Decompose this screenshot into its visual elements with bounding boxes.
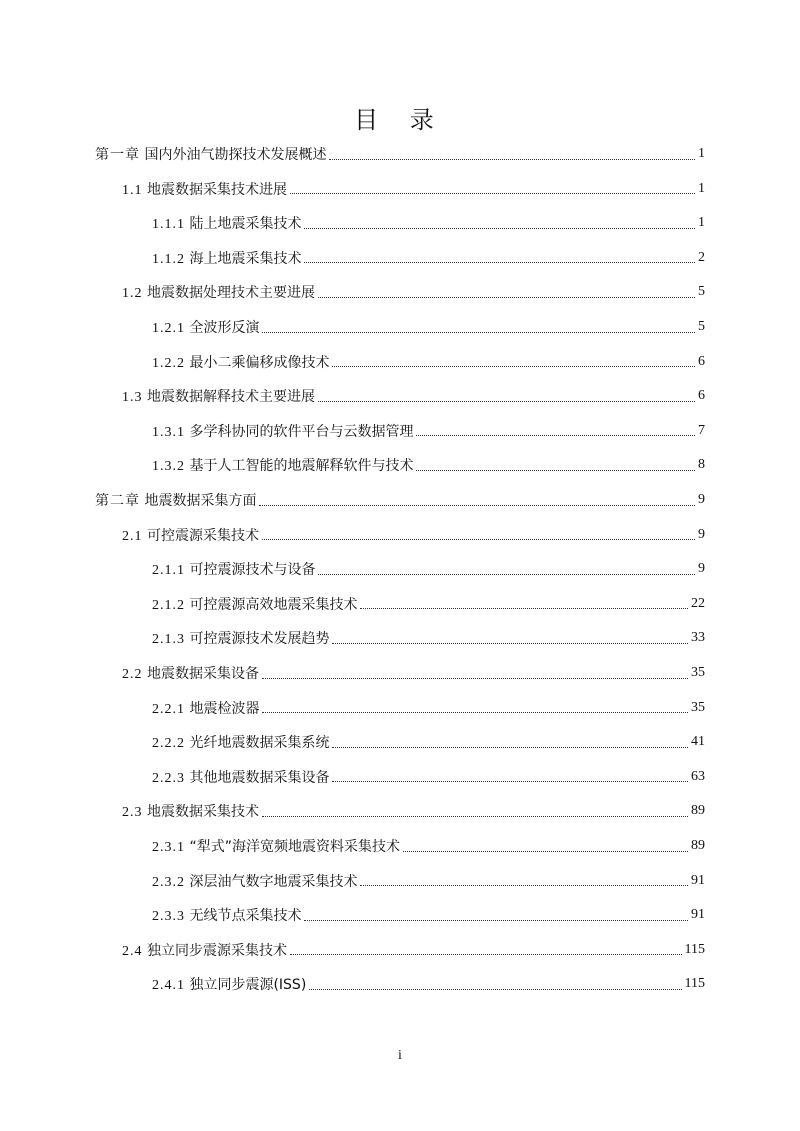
dot-leader bbox=[309, 989, 681, 990]
toc-entry-number: 2.4 bbox=[122, 943, 143, 959]
toc-entry[interactable] bbox=[152, 344, 705, 380]
toc-entry-number: 1.1.1 bbox=[152, 217, 185, 233]
toc-entry-number: 第一章 bbox=[95, 148, 140, 163]
toc-entry-page-number: 41 bbox=[691, 734, 705, 750]
toc-entry-page-number: 115 bbox=[684, 941, 705, 957]
page-number: i bbox=[398, 1048, 402, 1063]
toc-entry[interactable] bbox=[122, 655, 705, 691]
toc-entry-text: 国内外油气勘探技术发展概述 bbox=[144, 147, 327, 163]
toc-entry-title bbox=[122, 525, 259, 545]
toc-entry-text: 最小二乘偏移成像技术 bbox=[189, 354, 330, 371]
dot-leader bbox=[262, 678, 688, 679]
toc-entry[interactable] bbox=[152, 240, 705, 276]
toc-entry-text: 可控震源技术发展趋势 bbox=[189, 631, 330, 648]
dot-leader bbox=[262, 332, 695, 333]
toc-entry-page-number: 91 bbox=[691, 907, 705, 923]
toc-entry-title bbox=[152, 421, 413, 441]
toc-entry-page-number: 6 bbox=[698, 353, 705, 369]
toc-entry[interactable] bbox=[152, 966, 705, 1002]
toc-entry-number: 2.4.1 bbox=[152, 978, 185, 994]
toc-entry-title bbox=[122, 179, 287, 199]
toc-entry[interactable] bbox=[122, 274, 705, 310]
dot-leader bbox=[262, 816, 688, 817]
toc-entry-page-number: 9 bbox=[698, 526, 705, 542]
toc-entry-page-number: 8 bbox=[698, 457, 705, 473]
dot-leader bbox=[304, 262, 695, 263]
toc-entry[interactable] bbox=[152, 586, 705, 622]
toc-entry[interactable] bbox=[95, 482, 705, 518]
dot-leader bbox=[304, 920, 688, 921]
toc-entry-number: 1.3.2 bbox=[152, 459, 185, 475]
toc-entry-text: 多学科协同的软件平台与云数据管理 bbox=[189, 423, 414, 440]
toc-entry[interactable] bbox=[152, 309, 705, 345]
dot-leader bbox=[332, 747, 688, 748]
toc-entry-page-number: 2 bbox=[698, 249, 705, 265]
toc-entry-title bbox=[152, 836, 400, 856]
toc-entry-text: 全波形反演 bbox=[189, 320, 260, 336]
dot-leader bbox=[416, 470, 695, 471]
toc-entry-page-number: 115 bbox=[684, 976, 705, 992]
toc-entry-page-number: 89 bbox=[691, 803, 705, 819]
toc-entry-page-number: 1 bbox=[698, 180, 705, 196]
toc-entry-number: 2.1 bbox=[122, 528, 143, 544]
dot-leader bbox=[360, 885, 688, 886]
page-title: 目 录 bbox=[354, 106, 446, 134]
toc-entry-number: 2.1.3 bbox=[152, 632, 185, 648]
toc-entry[interactable] bbox=[122, 378, 705, 414]
toc-entry-title bbox=[152, 732, 329, 752]
toc-entry-title bbox=[95, 490, 256, 510]
toc-entry-page-number: 1 bbox=[698, 215, 705, 231]
toc-entry-page-number: 35 bbox=[691, 665, 705, 680]
dot-leader bbox=[360, 608, 688, 609]
toc-entry[interactable] bbox=[152, 447, 705, 483]
toc-entry-title bbox=[152, 698, 259, 718]
toc-entry-text: 海上地震采集技术 bbox=[189, 250, 302, 267]
toc-entry-text: 可控震源高效地震采集技术 bbox=[189, 596, 358, 613]
toc-entry-page-number: 1 bbox=[698, 146, 705, 161]
toc-entry-page-number: 89 bbox=[691, 838, 705, 853]
toc-entry-title bbox=[152, 559, 315, 579]
toc-entry-text: 其他地震数据采集设备 bbox=[189, 769, 330, 786]
toc-entry-text: “犁式”海洋宽频地震资料采集技术 bbox=[189, 839, 400, 855]
toc-entry-number: 1.3.1 bbox=[152, 424, 185, 440]
toc-entry[interactable] bbox=[152, 413, 705, 449]
toc-entry-text: 地震数据采集技术 bbox=[146, 804, 259, 821]
toc-entry-number: 1.2 bbox=[122, 286, 143, 302]
toc-entry[interactable] bbox=[152, 897, 705, 933]
toc-entry-number: 2.2 bbox=[122, 667, 143, 682]
toc-entry-number: 1.1.2 bbox=[152, 251, 185, 267]
toc-entry-page-number: 33 bbox=[691, 630, 705, 646]
dot-leader bbox=[332, 781, 688, 782]
dot-leader bbox=[304, 228, 695, 229]
toc-entry-title bbox=[152, 213, 301, 233]
toc-entry-page-number: 63 bbox=[691, 768, 705, 784]
toc-entry-text: 光纤地震数据采集系统 bbox=[189, 735, 330, 752]
dot-leader bbox=[318, 401, 695, 402]
toc-entry-number: 2.3.3 bbox=[152, 909, 185, 925]
toc-entry-number: 1.2.1 bbox=[152, 321, 185, 336]
toc-entry-page-number: 5 bbox=[698, 284, 705, 300]
dot-leader bbox=[318, 574, 695, 575]
toc-entry-title bbox=[152, 974, 306, 994]
toc-entry-title bbox=[122, 282, 315, 302]
toc-entry-page-number: 9 bbox=[698, 561, 705, 577]
toc-entry-title bbox=[152, 455, 413, 475]
toc-entry-page-number: 9 bbox=[698, 492, 705, 507]
toc-entry-title bbox=[152, 317, 259, 337]
toc-entry[interactable] bbox=[122, 517, 705, 553]
toc-entry-text: 地震数据采集设备 bbox=[146, 666, 259, 682]
toc-entry[interactable] bbox=[152, 759, 705, 795]
toc-entry-number: 2.2.3 bbox=[152, 770, 185, 786]
toc-entry-page-number: 22 bbox=[691, 595, 705, 611]
toc-entry-text: 地震检波器 bbox=[189, 700, 260, 717]
toc-entry-text: 独立同步震源(ISS) bbox=[189, 977, 307, 994]
toc-entry[interactable] bbox=[152, 551, 705, 587]
toc-entry-title bbox=[152, 352, 329, 372]
dot-leader bbox=[332, 643, 688, 644]
toc-entry[interactable] bbox=[152, 828, 705, 864]
toc-entry-text: 地震数据处理技术主要进展 bbox=[146, 285, 315, 302]
toc-entry-text: 基于人工智能的地震解释软件与技术 bbox=[189, 458, 414, 475]
toc-entry-text: 无线节点采集技术 bbox=[189, 908, 302, 925]
toc-entry-page-number: 91 bbox=[691, 872, 705, 888]
toc-entry-number: 2.1.2 bbox=[152, 597, 185, 613]
dot-leader bbox=[416, 435, 695, 436]
toc-entry-page-number: 6 bbox=[698, 388, 705, 404]
toc-entry-page-number: 35 bbox=[691, 699, 705, 715]
toc-entry-title bbox=[152, 871, 357, 891]
toc-entry-text: 地震数据采集技术进展 bbox=[146, 181, 287, 198]
dot-leader bbox=[290, 954, 682, 955]
toc-entry-page-number: 5 bbox=[698, 319, 705, 334]
toc-entry-title bbox=[122, 940, 287, 960]
toc-entry[interactable] bbox=[95, 136, 705, 172]
toc-entry-page-number: 7 bbox=[698, 422, 705, 438]
toc-entry-title bbox=[152, 767, 329, 787]
toc-entry-number: 2.2.1 bbox=[152, 701, 185, 717]
toc-entry-title bbox=[122, 801, 259, 821]
toc-entry[interactable] bbox=[122, 171, 705, 207]
toc-entry-text: 可控震源技术与设备 bbox=[189, 562, 316, 579]
toc-entry-number: 2.3 bbox=[122, 805, 143, 821]
dot-leader bbox=[332, 366, 695, 367]
dot-leader bbox=[259, 505, 695, 506]
toc-entry-number: 第二章 bbox=[95, 494, 140, 509]
toc-entry-number: 2.3.2 bbox=[152, 874, 185, 890]
toc-entry-title bbox=[152, 628, 329, 648]
dot-leader bbox=[329, 159, 695, 160]
toc-entry-title bbox=[152, 248, 301, 268]
toc-entry[interactable] bbox=[122, 932, 705, 968]
toc-entry[interactable] bbox=[152, 205, 705, 241]
toc-entry-number: 2.2.2 bbox=[152, 736, 185, 752]
toc-entry[interactable] bbox=[152, 724, 705, 760]
toc-entry-title bbox=[122, 386, 315, 406]
dot-leader bbox=[403, 851, 688, 852]
toc-entry-number: 1.1 bbox=[122, 182, 143, 198]
toc-entry-text: 深层油气数字地震采集技术 bbox=[189, 873, 358, 890]
toc-entry-title bbox=[152, 594, 357, 614]
toc-entry[interactable] bbox=[152, 620, 705, 656]
toc-entry-number: 2.3.1 bbox=[152, 840, 185, 855]
dot-leader bbox=[262, 712, 688, 713]
toc-entry-number: 1.2.2 bbox=[152, 355, 185, 371]
toc-entry[interactable] bbox=[122, 793, 705, 829]
toc-entry-text: 独立同步震源采集技术 bbox=[146, 942, 287, 959]
toc-entry-title bbox=[122, 663, 259, 683]
toc-entry-number: 2.1.1 bbox=[152, 563, 185, 579]
toc-entry-text: 地震数据解释技术主要进展 bbox=[146, 389, 315, 406]
dot-leader bbox=[318, 297, 695, 298]
toc-entry[interactable] bbox=[152, 863, 705, 899]
toc-entry-text: 地震数据采集方面 bbox=[144, 493, 257, 509]
toc-entry-title bbox=[95, 144, 326, 164]
dot-leader bbox=[290, 193, 695, 194]
toc-entry-text: 可控震源采集技术 bbox=[146, 527, 259, 544]
toc-entry-number: 1.3 bbox=[122, 390, 143, 406]
dot-leader bbox=[262, 539, 695, 540]
toc-entry[interactable] bbox=[152, 690, 705, 726]
toc-entry-title bbox=[152, 905, 301, 925]
toc-entry-text: 陆上地震采集技术 bbox=[189, 216, 302, 233]
